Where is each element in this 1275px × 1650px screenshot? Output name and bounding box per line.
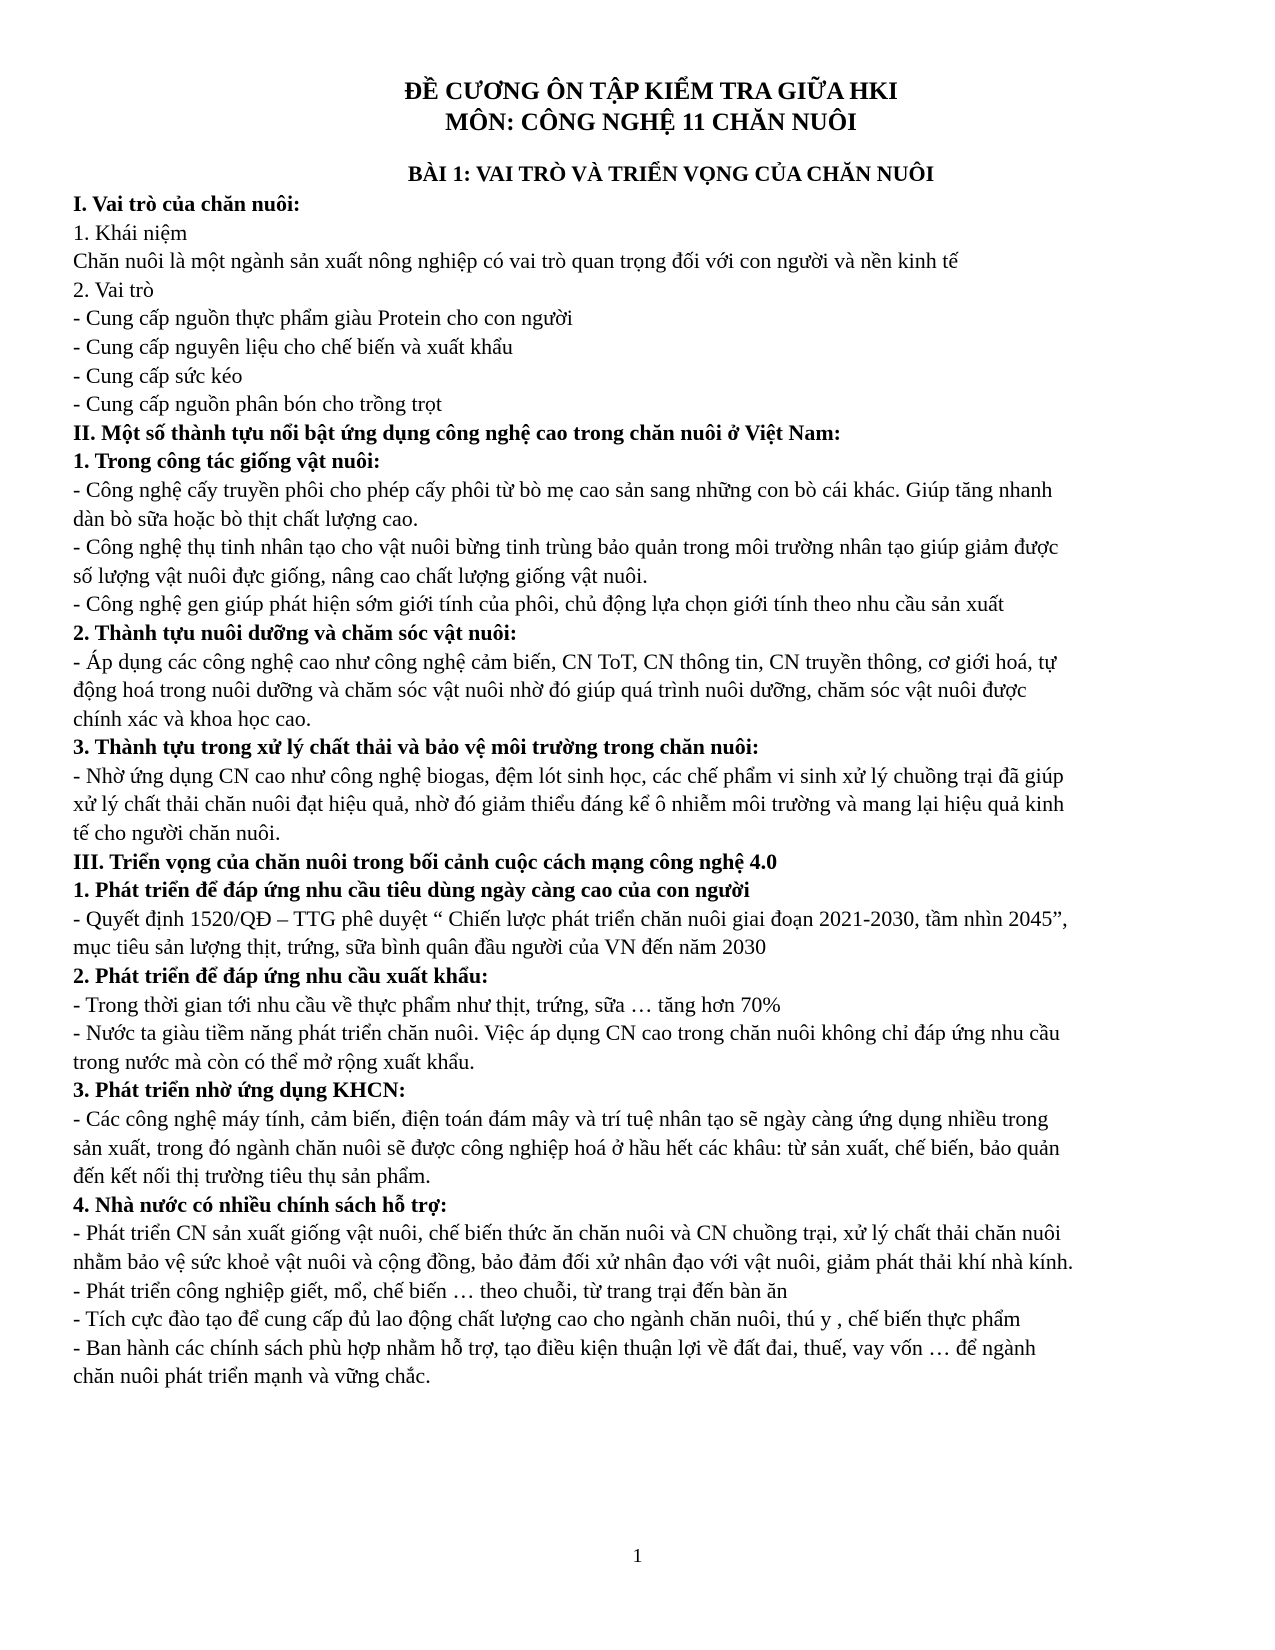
page-number: 1 <box>632 1545 643 1567</box>
text-line: 1. Khái niệm <box>73 219 188 245</box>
text-line: - Công nghệ cấy truyền phôi cho phép cấy phôi từ bò mẹ cao sản sang những con bò cái khác. Giúp tăng nhanh <box>73 476 1053 502</box>
document-body <box>73 190 1203 1391</box>
section-heading: I. Vai trò của chăn nuôi: <box>73 191 301 216</box>
text-line: số lượng vật nuôi đực giống, nâng cao chất lượng giống vật nuôi. <box>73 562 648 588</box>
text-line: - Phát triển công nghiệp giết, mổ, chế biến … theo chuỗi, từ trang trại đến bàn ăn <box>73 1277 788 1303</box>
text-line: tế cho người chăn nuôi. <box>73 820 281 846</box>
text-line: - Cung cấp nguyên liệu cho chế biến và xuất khẩu <box>73 333 513 359</box>
section-heading: 1. Phát triển để đáp ứng nhu cầu tiêu dùng ngày càng cao của con người <box>73 877 750 903</box>
text-line: - Trong thời gian tới nhu cầu về thực phẩm như thịt, trứng, sữa … tăng hơn 70% <box>73 991 781 1017</box>
text-line: trong nước mà còn có thể mở rộng xuất khẩu. <box>73 1048 475 1074</box>
text-line: - Các công nghệ máy tính, cảm biến, điện toán đám mây và trí tuệ nhân tạo sẽ ngày càng ứng dụng nhiều trong <box>73 1106 1049 1131</box>
text-line: - Phát triển CN sản xuất giống vật nuôi, chế biến thức ăn chăn nuôi và CN chuồng trại, xử lý chất thải chăn nuôi <box>73 1220 1061 1246</box>
text-line: - Nhờ ứng dụng CN cao như công nghệ biogas, đệm lót sinh học, các chế phẩm vi sinh xử lý chuồng trại đã giúp <box>73 762 1064 788</box>
text-line: nhằm bảo vệ sức khoẻ vật nuôi và cộng đồng, bảo đảm đối xử nhân đạo với vật nuôi, giảm phát thải khí nhà kính. <box>73 1248 1074 1274</box>
text-line: - Ban hành các chính sách phù hợp nhằm hỗ trợ, tạo điều kiện thuận lợi về đất đai, thuế, vay vốn … để ngành <box>73 1334 1036 1360</box>
text-line: - Công nghệ gen giúp phát hiện sớm giới tính của phôi, chủ động lựa chọn giới tính theo nhu cầu sản xuất <box>73 591 1004 617</box>
text-line: - Cung cấp nguồn thực phẩm giàu Protein cho con người <box>73 305 573 331</box>
document-page <box>73 76 1203 1391</box>
section-heading: III. Triển vọng của chăn nuôi trong bối cảnh cuộc cách mạng công nghệ 4.0 <box>73 848 778 874</box>
text-line: động hoá trong nuôi dưỡng và chăm sóc vật nuôi nhờ đó giúp quá trình nuôi dưỡng, chăm sóc vật nuôi được <box>73 677 1027 703</box>
section-heading: 3. Thành tựu trong xử lý chất thải và bảo vệ môi trường trong chăn nuôi: <box>73 734 760 760</box>
section-heading: 2. Thành tựu nuôi dưỡng và chăm sóc vật nuôi: <box>73 619 518 645</box>
section-heading: 3. Phát triển nhờ ứng dụng KHCN: <box>73 1077 406 1103</box>
text-line: chăn nuôi phát triển mạnh và vững chắc. <box>73 1363 431 1389</box>
lesson-title: BÀI 1: VAI TRÒ VÀ TRIỂN VỌNG CỦA CHĂN NUÔI <box>407 161 935 186</box>
text-line: - Quyết định 1520/QĐ – TTG phê duyệt “ Chiến lược phát triển chăn nuôi giai đoạn 2021-2030, tầm nhìn 2045”, <box>73 905 1068 931</box>
section-heading: 2. Phát triển để đáp ứng nhu cầu xuất khẩu: <box>73 963 489 989</box>
text-line: - Cung cấp nguồn phân bón cho trồng trọt <box>73 391 443 417</box>
text-line: 2. Vai trò <box>73 276 154 302</box>
text-line: - Công nghệ thụ tinh nhân tạo cho vật nuôi bừng tinh trùng bảo quản trong môi trường nhân tạo giúp giảm được <box>73 534 1059 560</box>
section-heading: 1. Trong công tác giống vật nuôi: <box>73 448 381 474</box>
text-line: - Cung cấp sức kéo <box>73 362 243 388</box>
text-line: dàn bò sữa hoặc bò thịt chất lượng cao. <box>73 505 419 531</box>
section-heading: II. Một số thành tựu nổi bật ứng dụng công nghệ cao trong chăn nuôi ở Việt Nam: <box>73 419 841 445</box>
text-line: mục tiêu sản lượng thịt, trứng, sữa bình quân đầu người của VN đến năm 2030 <box>73 934 767 960</box>
text-line: sản xuất, trong đó ngành chăn nuôi sẽ được công nghiệp hoá ở hầu hết các khâu: từ sản xuất, chế biến, bảo quản <box>73 1134 1060 1160</box>
document-title-line1: ĐỀ CƯƠNG ÔN TẬP KIỂM TRA GIỮA HKI <box>404 78 898 105</box>
text-line: - Áp dụng các công nghệ cao như công nghệ cảm biến, CN ToT, CN thông tin, CN truyền thông, cơ giới hoá, tự <box>73 648 1057 674</box>
document-title-line2: MÔN: CÔNG NGHỆ 11 CHĂN NUÔI <box>445 109 857 136</box>
text-line: - Nước ta giàu tiềm năng phát triển chăn nuôi. Việc áp dụng CN cao trong chăn nuôi không chỉ đáp ứng nhu cầu <box>73 1020 1060 1046</box>
section-heading: 4. Nhà nước có nhiều chính sách hỗ trợ: <box>73 1191 448 1217</box>
text-line: - Tích cực đào tạo để cung cấp đủ lao động chất lượng cao cho ngành chăn nuôi, thú y , chế biến thực phẩm <box>73 1306 1021 1332</box>
text-line: xử lý chất thải chăn nuôi đạt hiệu quả, nhờ đó giảm thiểu đáng kể ô nhiễm môi trường và mang lại hiệu quả kinh <box>73 791 1065 817</box>
text-line: đến kết nối thị trường tiêu thụ sản phẩm. <box>73 1163 431 1189</box>
text-line: Chăn nuôi là một ngành sản xuất nông nghiệp có vai trò quan trọng đối với con người và nền kinh tế <box>73 248 959 274</box>
text-line: chính xác và khoa học cao. <box>73 705 312 731</box>
